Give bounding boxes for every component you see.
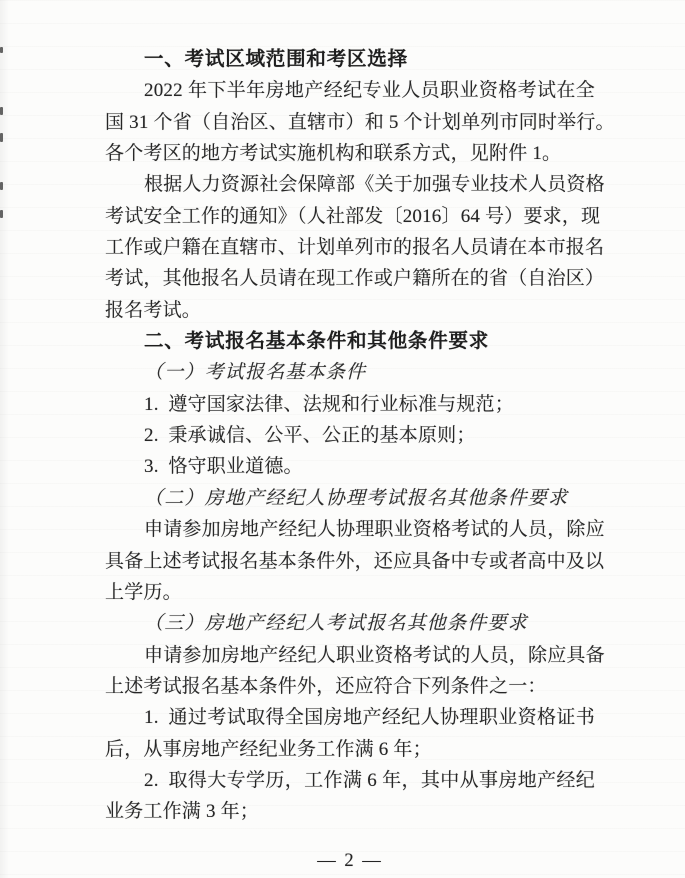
paragraph-line: 业务工作满 3 年； bbox=[105, 801, 260, 823]
paragraph-line: 国 31 个省（自治区、直辖市）和 5 个计划单列市同时举行。 bbox=[105, 111, 615, 133]
scan-edge-artifact bbox=[0, 133, 3, 142]
paragraph-line: 后，从事房地产经纪业务工作满 6 年； bbox=[105, 738, 432, 760]
paragraph-line: 上述考试报名基本条件外，还应符合下列条件之一： bbox=[105, 675, 547, 697]
paragraph-line: 2022 年下半年房地产经纪专业人员职业资格考试在全 bbox=[144, 80, 595, 102]
list-item-2: 2. 秉承诚信、公平、公正的基本原则； bbox=[144, 425, 476, 447]
section-1-heading: 一、考试区域范围和考区选择 bbox=[144, 48, 408, 70]
page-number: — 2 — bbox=[317, 851, 383, 871]
list-item-2: 2. 取得大专学历，工作满 6 年，其中从事房地产经纪 bbox=[144, 769, 595, 791]
paragraph-line: 申请参加房地产经纪人职业资格考试的人员，除应具备 bbox=[144, 644, 605, 666]
paragraph-line: 各个考区的地方考试实施机构和联系方式，见附件 1。 bbox=[105, 143, 562, 165]
paragraph-line: 具备上述考试报名基本条件外，还应具备中专或者高中及以 bbox=[105, 550, 605, 572]
paragraph-line: 申请参加房地产经纪人协理职业资格考试的人员，除应 bbox=[144, 519, 605, 541]
paragraph-line: 考试安全工作的通知》（人社部发〔2016〕64 号）要求，现 bbox=[105, 205, 601, 227]
subsection-3-heading: （三）房地产经纪人考试报名其他条件要求 bbox=[144, 613, 528, 635]
section-2-heading: 二、考试报名基本条件和其他条件要求 bbox=[144, 330, 490, 353]
list-item-1: 1. 遵守国家法律、法规和行业标准与规范； bbox=[144, 393, 514, 415]
scan-edge-artifact bbox=[0, 107, 3, 115]
paragraph-line: 根据人力资源社会保障部《关于加强专业技术人员资格 bbox=[144, 174, 605, 196]
subsection-1-heading: （一）考试报名基本条件 bbox=[144, 362, 367, 384]
paragraph-line: 工作或户籍在直辖市、计划单列市的报名人员请在本市报名 bbox=[105, 237, 605, 259]
scan-edge-artifact bbox=[0, 182, 3, 190]
list-item-3: 3. 恪守职业道德。 bbox=[144, 456, 303, 478]
list-item-1: 1. 通过考试取得全国房地产经纪人协理职业资格证书 bbox=[144, 707, 595, 729]
scan-edge-artifact bbox=[0, 210, 3, 218]
subsection-2-heading: （二）房地产经纪人协理考试报名其他条件要求 bbox=[144, 487, 569, 509]
paragraph-line: 报名考试。 bbox=[105, 299, 202, 321]
paragraph-line: 考试，其他报名人员请在现工作或户籍所在的省（自治区） bbox=[105, 268, 605, 290]
paragraph-line: 上学历。 bbox=[105, 581, 182, 603]
document-body bbox=[105, 44, 615, 828]
scan-edge-artifact bbox=[0, 47, 3, 53]
